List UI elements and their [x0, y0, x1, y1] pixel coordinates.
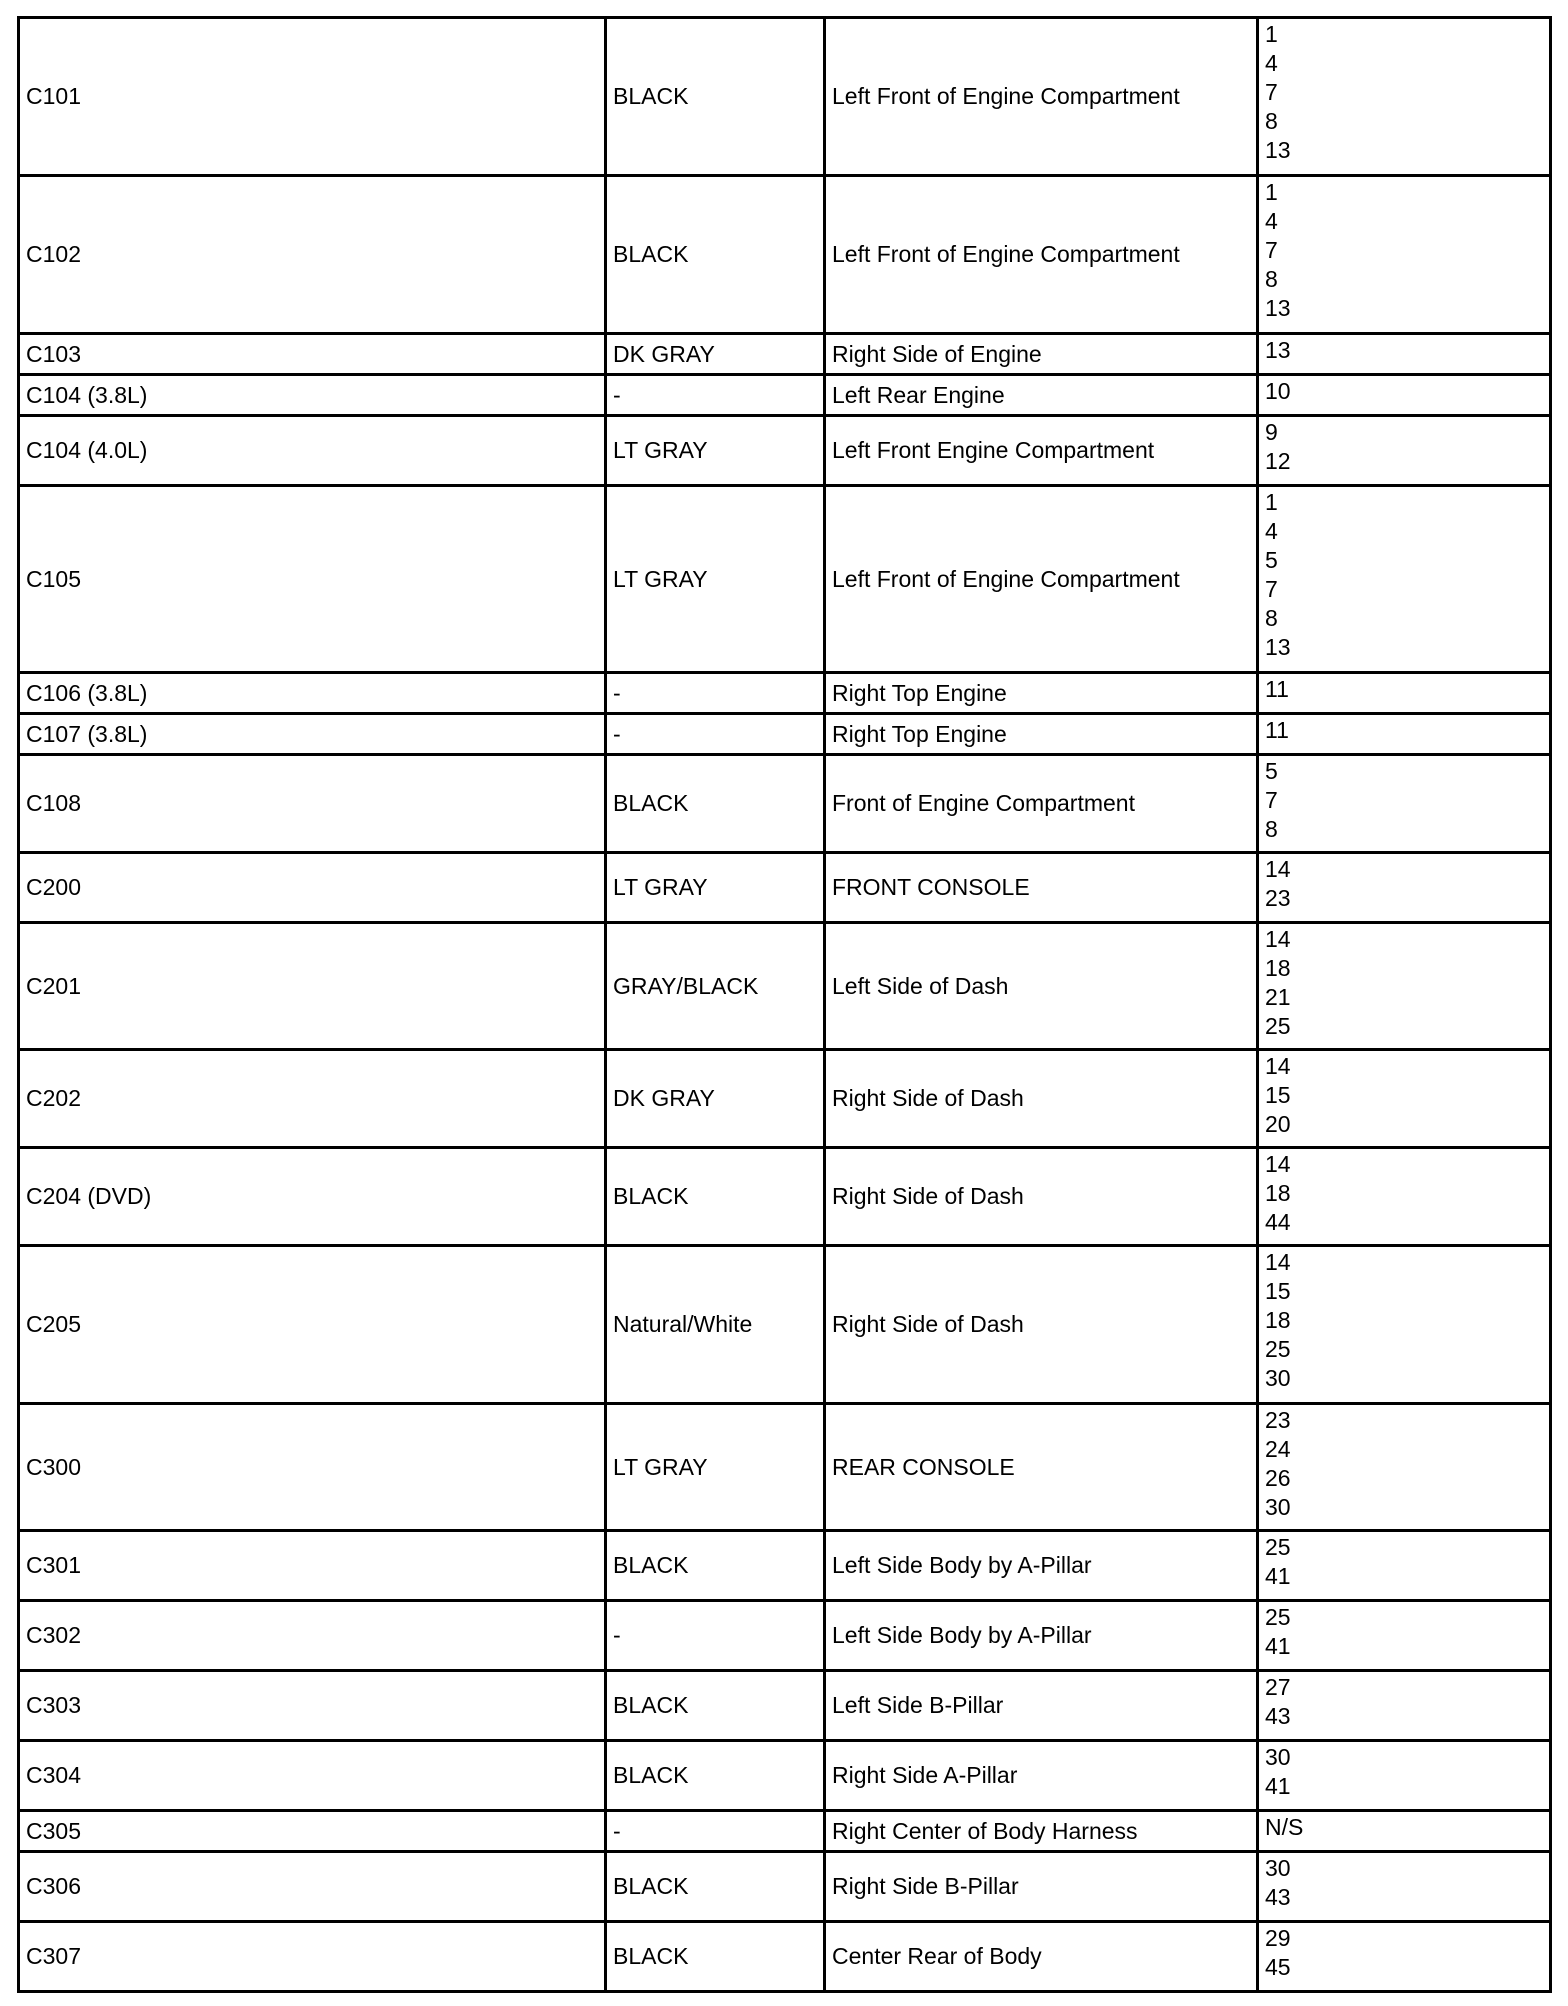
connector-pages-cell — [1258, 755, 1551, 853]
page-reference: 8 — [1265, 266, 1278, 292]
connector-location-cell: Right Top Engine — [825, 673, 1258, 714]
connector-color-cell: BLACK — [606, 1741, 825, 1811]
page-reference: 5 — [1265, 547, 1278, 573]
connector-id-cell: C104 (4.0L) — [19, 416, 606, 486]
connector-location-cell: Left Front of Engine Compartment — [825, 18, 1258, 176]
connector-pages-cell — [1258, 1852, 1551, 1922]
page-reference: 30 — [1265, 1855, 1291, 1881]
connector-pages-cell — [1258, 923, 1551, 1050]
table-row — [19, 375, 1551, 416]
page-reference: N/S — [1265, 1814, 1304, 1840]
connector-location-cell: Right Side A-Pillar — [825, 1741, 1258, 1811]
connector-location-cell: Left Rear Engine — [825, 375, 1258, 416]
connector-color-cell: DK GRAY — [606, 1050, 825, 1148]
connector-pages-cell — [1258, 1148, 1551, 1246]
connector-pages-cell — [1258, 334, 1551, 375]
connector-id-cell: C303 — [19, 1671, 606, 1741]
page-reference: 25 — [1265, 1013, 1291, 1039]
page-reference: 1 — [1265, 21, 1278, 47]
page-reference: 4 — [1265, 50, 1278, 76]
page-reference: 13 — [1265, 634, 1291, 660]
connector-color-cell: LT GRAY — [606, 1404, 825, 1531]
connector-location-cell: Right Top Engine — [825, 714, 1258, 755]
table-row — [19, 1246, 1551, 1404]
connector-id-cell: C106 (3.8L) — [19, 673, 606, 714]
page-reference: 26 — [1265, 1465, 1291, 1491]
connector-id-cell: C200 — [19, 853, 606, 923]
table-row — [19, 486, 1551, 673]
connector-pages-cell — [1258, 853, 1551, 923]
table-row — [19, 334, 1551, 375]
connector-id-cell: C302 — [19, 1601, 606, 1671]
connector-color-cell: - — [606, 1601, 825, 1671]
page-reference: 23 — [1265, 885, 1291, 911]
page-reference: 18 — [1265, 1307, 1291, 1333]
connector-pages-cell — [1258, 1922, 1551, 1992]
page-reference: 8 — [1265, 816, 1278, 842]
connector-pages-cell — [1258, 1601, 1551, 1671]
table-row — [19, 416, 1551, 486]
page-reference: 14 — [1265, 1249, 1291, 1275]
connector-color-cell: LT GRAY — [606, 416, 825, 486]
connector-pages-cell — [1258, 714, 1551, 755]
connector-id-cell: C108 — [19, 755, 606, 853]
page-reference: 8 — [1265, 605, 1278, 631]
connector-pages-cell — [1258, 1671, 1551, 1741]
page-reference: 7 — [1265, 237, 1278, 263]
page-reference: 13 — [1265, 295, 1291, 321]
connector-location-cell: Right Side of Dash — [825, 1148, 1258, 1246]
page-reference: 4 — [1265, 208, 1278, 234]
page-reference: 41 — [1265, 1773, 1291, 1799]
connector-id-cell: C107 (3.8L) — [19, 714, 606, 755]
page-reference: 1 — [1265, 489, 1278, 515]
page-reference: 14 — [1265, 856, 1291, 882]
table-row — [19, 176, 1551, 334]
connector-pages-cell — [1258, 375, 1551, 416]
page-reference: 41 — [1265, 1563, 1291, 1589]
table-row — [19, 1148, 1551, 1246]
table-row — [19, 755, 1551, 853]
page-reference: 7 — [1265, 576, 1278, 602]
connector-location-cell: Left Front of Engine Compartment — [825, 486, 1258, 673]
connector-color-cell: BLACK — [606, 18, 825, 176]
connector-pages-cell — [1258, 1531, 1551, 1601]
connector-color-cell: Natural/White — [606, 1246, 825, 1404]
connector-pages-cell — [1258, 486, 1551, 673]
page-reference: 14 — [1265, 1053, 1291, 1079]
table-row — [19, 923, 1551, 1050]
connector-color-cell: - — [606, 1811, 825, 1852]
connector-location-cell: Left Front Engine Compartment — [825, 416, 1258, 486]
page-reference: 18 — [1265, 1180, 1291, 1206]
connector-color-cell: BLACK — [606, 176, 825, 334]
connector-id-cell: C306 — [19, 1852, 606, 1922]
page-reference: 29 — [1265, 1925, 1291, 1951]
page-reference: 8 — [1265, 108, 1278, 134]
connector-id-cell: C101 — [19, 18, 606, 176]
page-reference: 44 — [1265, 1209, 1291, 1235]
connector-color-cell: BLACK — [606, 1852, 825, 1922]
connector-location-cell: FRONT CONSOLE — [825, 853, 1258, 923]
page-reference: 13 — [1265, 137, 1291, 163]
page-reference: 43 — [1265, 1703, 1291, 1729]
table-row — [19, 1050, 1551, 1148]
connector-id-cell: C202 — [19, 1050, 606, 1148]
connector-pages-cell — [1258, 18, 1551, 176]
connector-id-cell: C305 — [19, 1811, 606, 1852]
table-row — [19, 1404, 1551, 1531]
connector-pages-cell — [1258, 416, 1551, 486]
connector-id-cell: C205 — [19, 1246, 606, 1404]
connector-color-cell: GRAY/BLACK — [606, 923, 825, 1050]
connector-location-cell: REAR CONSOLE — [825, 1404, 1258, 1531]
connector-pages-cell — [1258, 1404, 1551, 1531]
page-reference: 25 — [1265, 1336, 1291, 1362]
connector-id-cell: C103 — [19, 334, 606, 375]
page-reference: 21 — [1265, 984, 1291, 1010]
connector-color-cell: - — [606, 375, 825, 416]
page-reference: 7 — [1265, 79, 1278, 105]
connector-color-cell: BLACK — [606, 755, 825, 853]
connector-color-cell: - — [606, 714, 825, 755]
connector-id-cell: C301 — [19, 1531, 606, 1601]
connector-location-cell: Front of Engine Compartment — [825, 755, 1258, 853]
connector-color-cell: BLACK — [606, 1922, 825, 1992]
page-reference: 41 — [1265, 1633, 1291, 1659]
page-reference: 14 — [1265, 926, 1291, 952]
connector-location-cell: Right Center of Body Harness — [825, 1811, 1258, 1852]
table-row — [19, 1741, 1551, 1811]
table-row — [19, 1922, 1551, 1992]
page-reference: 12 — [1265, 448, 1291, 474]
page-reference: 1 — [1265, 179, 1278, 205]
connector-pages-cell — [1258, 1246, 1551, 1404]
table-row — [19, 673, 1551, 714]
page-reference: 25 — [1265, 1534, 1291, 1560]
table-row — [19, 18, 1551, 176]
connector-id-cell: C104 (3.8L) — [19, 375, 606, 416]
connector-id-cell: C105 — [19, 486, 606, 673]
page-reference: 20 — [1265, 1111, 1291, 1137]
connector-rows — [19, 18, 1551, 1992]
page-reference: 9 — [1265, 419, 1278, 445]
page-reference: 25 — [1265, 1604, 1291, 1630]
page-reference: 4 — [1265, 518, 1278, 544]
connector-color-cell: BLACK — [606, 1531, 825, 1601]
page-reference: 11 — [1265, 717, 1289, 743]
table-row — [19, 714, 1551, 755]
connector-pages-cell — [1258, 1811, 1551, 1852]
table-row — [19, 1531, 1551, 1601]
connector-location-cell: Left Side Body by A-Pillar — [825, 1601, 1258, 1671]
page-reference: 5 — [1265, 758, 1278, 784]
page-reference: 30 — [1265, 1365, 1291, 1391]
connector-location-cell: Right Side of Dash — [825, 1050, 1258, 1148]
page-reference: 18 — [1265, 955, 1291, 981]
connector-color-cell: - — [606, 673, 825, 714]
connector-color-cell: LT GRAY — [606, 486, 825, 673]
connector-id-cell: C307 — [19, 1922, 606, 1992]
table-row — [19, 1601, 1551, 1671]
table-row — [19, 1852, 1551, 1922]
connector-id-cell: C201 — [19, 923, 606, 1050]
connector-pages-cell — [1258, 176, 1551, 334]
connector-location-cell: Right Side of Dash — [825, 1246, 1258, 1404]
page-reference: 30 — [1265, 1494, 1291, 1520]
page-reference: 23 — [1265, 1407, 1291, 1433]
page-reference: 11 — [1265, 676, 1289, 702]
page-reference: 45 — [1265, 1954, 1291, 1980]
page-reference: 10 — [1265, 378, 1291, 404]
page-reference: 7 — [1265, 787, 1278, 813]
page-reference: 15 — [1265, 1082, 1291, 1108]
connector-location-cell: Left Side B-Pillar — [825, 1671, 1258, 1741]
connector-id-cell: C304 — [19, 1741, 606, 1811]
table-row — [19, 1811, 1551, 1852]
table-row — [19, 1671, 1551, 1741]
connector-location-cell: Left Side of Dash — [825, 923, 1258, 1050]
page-reference: 15 — [1265, 1278, 1291, 1304]
page-reference: 43 — [1265, 1884, 1291, 1910]
connector-location-cell: Right Side of Engine — [825, 334, 1258, 375]
connector-pages-cell — [1258, 1741, 1551, 1811]
connector-id-cell: C102 — [19, 176, 606, 334]
connector-pages-cell — [1258, 673, 1551, 714]
page-reference: 27 — [1265, 1674, 1291, 1700]
connector-location-cell: Center Rear of Body — [825, 1922, 1258, 1992]
connector-color-cell: BLACK — [606, 1671, 825, 1741]
page-reference: 30 — [1265, 1744, 1291, 1770]
connector-id-cell: C204 (DVD) — [19, 1148, 606, 1246]
connector-location-cell: Right Side B-Pillar — [825, 1852, 1258, 1922]
connector-id-cell: C300 — [19, 1404, 606, 1531]
connector-color-cell: DK GRAY — [606, 334, 825, 375]
page-reference: 14 — [1265, 1151, 1291, 1177]
connector-table — [17, 16, 1552, 1993]
connector-color-cell: BLACK — [606, 1148, 825, 1246]
connector-color-cell: LT GRAY — [606, 853, 825, 923]
page-reference: 24 — [1265, 1436, 1291, 1462]
page-reference: 13 — [1265, 337, 1291, 363]
connector-location-cell: Left Front of Engine Compartment — [825, 176, 1258, 334]
table-row — [19, 853, 1551, 923]
connector-pages-cell — [1258, 1050, 1551, 1148]
connector-location-cell: Left Side Body by A-Pillar — [825, 1531, 1258, 1601]
